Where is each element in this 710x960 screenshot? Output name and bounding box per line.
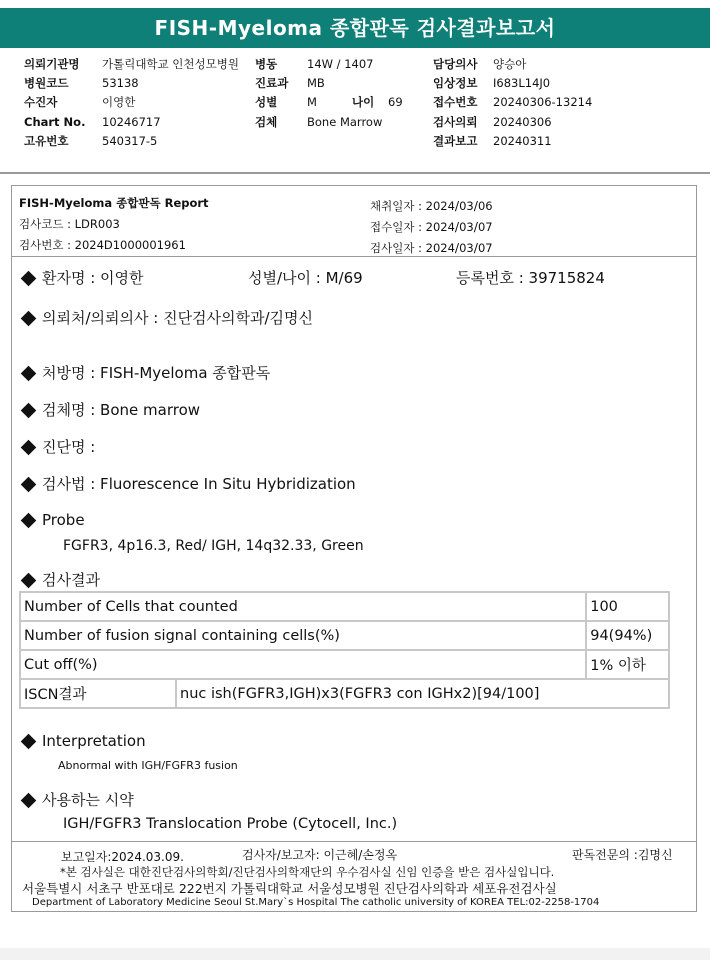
page-bottom-strip bbox=[0, 948, 710, 960]
report-title-banner: FISH-Myeloma 종합판독 검사결과보고서 bbox=[0, 8, 710, 48]
header-separator bbox=[0, 172, 710, 174]
age-label: 나이 bbox=[352, 95, 375, 109]
date-label: 채취일자 : 2024 bbox=[370, 199, 455, 213]
prescription: 처방명 : FISH-Myeloma 종합판독 bbox=[42, 364, 271, 382]
result-heading-line bbox=[20, 569, 100, 590]
interpretation-heading: Interpretation bbox=[42, 732, 146, 750]
header-value: Bone Marrow bbox=[307, 115, 383, 129]
referrer-line bbox=[20, 307, 313, 328]
meta-divider bbox=[12, 256, 696, 257]
header-value: 14W / 1407 bbox=[307, 57, 374, 71]
specimen-line bbox=[20, 399, 200, 420]
date-day: 06 bbox=[477, 199, 493, 213]
diagnosis: 진단명 : bbox=[42, 438, 96, 456]
exam-date: 검사일자 : 2024/03/07 bbox=[370, 240, 493, 255]
reading-doctor: 판독전문의 :김명신 bbox=[572, 848, 673, 862]
test-number: 검사번호 : 2024D1000001961 bbox=[19, 238, 186, 252]
header-label: 성별 bbox=[255, 95, 278, 109]
date-month: 03 bbox=[459, 241, 474, 255]
receipt-date: 접수일자 : 2024/03/07 bbox=[370, 219, 493, 234]
sex-age: 성별/나이 : M/69 bbox=[248, 269, 363, 287]
method-line bbox=[20, 473, 356, 494]
referrer: 의뢰처/의뢰의사 : 진단검사의학과/김명신 bbox=[42, 309, 314, 327]
reagent-heading: 사용하는 시약 bbox=[42, 791, 134, 809]
header-label: 담당의사 bbox=[433, 57, 478, 71]
probe-heading: Probe bbox=[42, 511, 85, 529]
specimen: 검체명 : Bone marrow bbox=[42, 401, 201, 419]
header-value: M bbox=[307, 95, 317, 109]
result-value: 94(94%) bbox=[586, 621, 669, 650]
header-value: 20240311 bbox=[493, 134, 552, 148]
report-title: FISH-Myeloma 종합판독 Report bbox=[19, 196, 209, 210]
date-label: 접수일자 : 2024 bbox=[370, 220, 455, 234]
report-meta-right bbox=[370, 195, 493, 258]
header-label: 진료과 bbox=[255, 76, 289, 90]
report-date: 보고일자:2024.03.09. bbox=[61, 850, 184, 864]
header-label: 병동 bbox=[255, 57, 278, 71]
footer-divider bbox=[12, 841, 696, 842]
table-row bbox=[20, 679, 669, 708]
date-month: 03 bbox=[459, 220, 474, 234]
result-label: Number of Cells that counted bbox=[20, 592, 586, 621]
diamond-bullet-icon bbox=[21, 365, 37, 381]
header-value: 20240306-13214 bbox=[493, 95, 593, 109]
result-value: 100 bbox=[586, 592, 669, 621]
result-value: 1% 이하 bbox=[586, 650, 669, 679]
header-value: 가톨릭대학교 인천성모병원 bbox=[102, 57, 239, 71]
iscn-label: ISCN결과 bbox=[20, 679, 176, 708]
result-heading: 검사결과 bbox=[42, 571, 100, 589]
header-value: 540317-5 bbox=[102, 134, 158, 148]
diamond-bullet-icon bbox=[21, 572, 37, 588]
result-label: Cut off(%) bbox=[20, 650, 586, 679]
header-label: Chart No. bbox=[24, 115, 86, 129]
header-label: 접수번호 bbox=[433, 95, 478, 109]
header-label: 수진자 bbox=[24, 95, 58, 109]
header-value: 양승아 bbox=[493, 57, 527, 71]
registration-number: 등록번호 : 39715824 bbox=[456, 269, 605, 287]
header-label: 결과보고 bbox=[433, 134, 478, 148]
header-label: 임상정보 bbox=[433, 76, 478, 90]
iscn-value: nuc ish(FGFR3,IGH)x3(FGFR3 con IGHx2)[94/100] bbox=[176, 679, 669, 708]
diamond-bullet-icon bbox=[21, 512, 37, 528]
header-label: 검사의뢰 bbox=[433, 115, 478, 129]
address: 서울특별시 서초구 반포대로 222번지 가톨릭대학교 서울성모병원 진단검사의학과 세포유전검사실 bbox=[22, 881, 557, 896]
date-month: 03 bbox=[459, 199, 474, 213]
result-label: Number of fusion signal containing cells(%) bbox=[20, 621, 586, 650]
patient-line bbox=[20, 267, 144, 288]
probe-text: FGFR3, 4p16.3, Red/ IGH, 14q32.33, Green bbox=[63, 538, 364, 554]
header-value: MB bbox=[307, 76, 325, 90]
header-value: 53138 bbox=[102, 76, 139, 90]
certification-notice: *본 검사실은 대한진단검사의학회/진단검사의학재단의 우수검사실 신임 인증을 받은 검사실입니다. bbox=[60, 865, 555, 879]
patient-name: 환자명 : 이영한 bbox=[42, 269, 144, 287]
reagent-heading-line bbox=[20, 789, 134, 810]
header-value: 10246717 bbox=[102, 115, 161, 129]
prescription-line bbox=[20, 362, 270, 383]
interpretation-text: Abnormal with IGH/FGFR3 fusion bbox=[58, 759, 238, 772]
age-value: 69 bbox=[388, 95, 403, 109]
header-label: 고유번호 bbox=[24, 134, 69, 148]
reagent-text: IGH/FGFR3 Translocation Probe (Cytocell, Inc.) bbox=[63, 816, 398, 832]
test-code: 검사코드 : LDR003 bbox=[19, 217, 120, 231]
diamond-bullet-icon bbox=[21, 476, 37, 492]
header-value: 20240306 bbox=[493, 115, 552, 129]
date-label: 검사일자 : 2024 bbox=[370, 241, 455, 255]
diamond-bullet-icon bbox=[21, 733, 37, 749]
collection-date: 채취일자 : 2024/03/06 bbox=[370, 198, 493, 213]
method: 검사법 : Fluorescence In Situ Hybridization bbox=[42, 475, 356, 493]
table-row bbox=[20, 650, 669, 679]
interpretation-heading-line bbox=[20, 732, 146, 750]
diamond-bullet-icon bbox=[21, 402, 37, 418]
table-row bbox=[20, 592, 669, 621]
report-box bbox=[11, 185, 697, 912]
header-label: 의뢰기관명 bbox=[24, 57, 80, 71]
header-label: 검체 bbox=[255, 115, 278, 129]
tester: 검사자/보고자: 이근혜/손정옥 bbox=[242, 848, 398, 862]
diamond-bullet-icon bbox=[21, 439, 37, 455]
diamond-bullet-icon bbox=[21, 310, 37, 326]
report-meta-left bbox=[19, 193, 209, 256]
results-table bbox=[19, 591, 670, 709]
date-day: 07 bbox=[477, 241, 493, 255]
department-info: Department of Laboratory Medicine Seoul St.Mary`s Hospital The catholic university of KOREA TEL:02-2258-1704 bbox=[32, 897, 600, 908]
date-day: 07 bbox=[477, 220, 493, 234]
table-row bbox=[20, 621, 669, 650]
diamond-bullet-icon bbox=[21, 792, 37, 808]
header-value: 이영한 bbox=[102, 95, 136, 109]
probe-heading-line bbox=[20, 511, 85, 529]
diagnosis-line bbox=[20, 436, 95, 457]
header-label: 병원코드 bbox=[24, 76, 69, 90]
diamond-bullet-icon bbox=[21, 270, 37, 286]
header-value: I683L14J0 bbox=[493, 76, 551, 90]
